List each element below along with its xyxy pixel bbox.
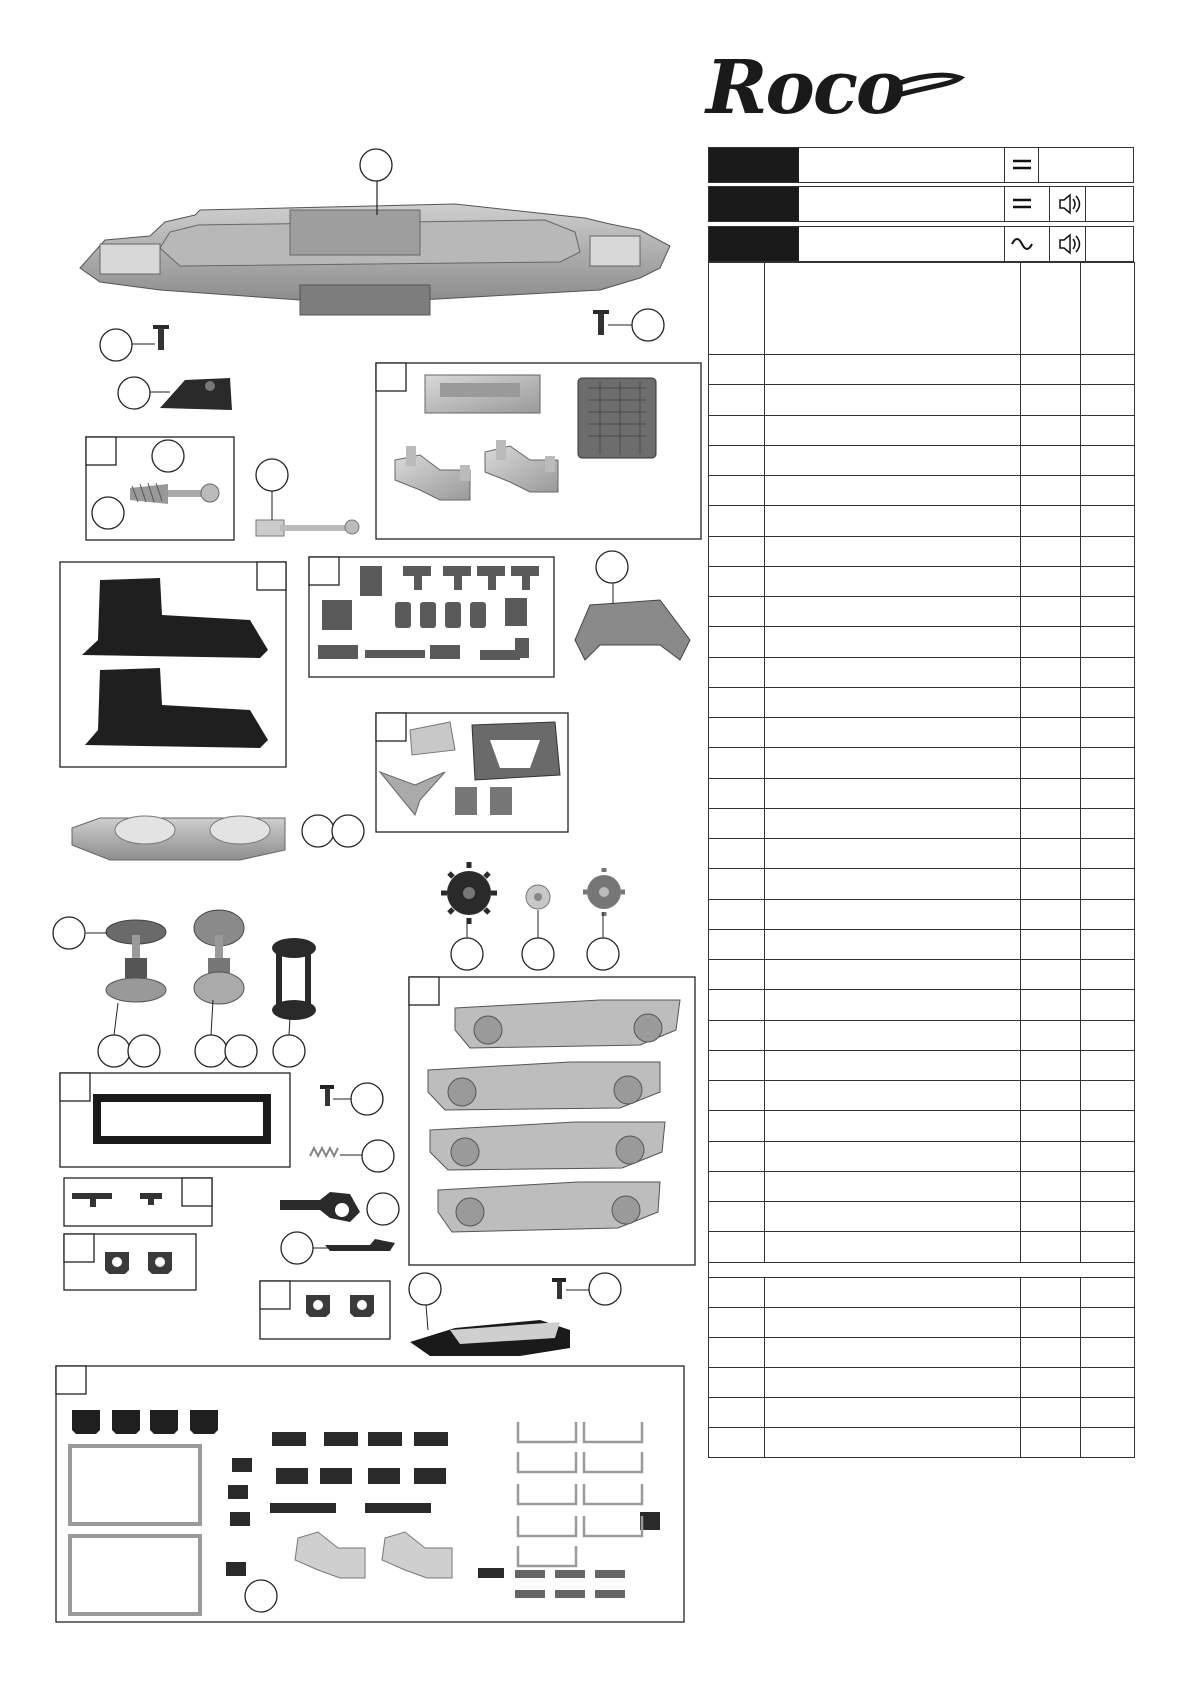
table-cell: [765, 385, 1021, 415]
table-cell: [765, 1171, 1021, 1201]
table-cell: [1021, 1428, 1081, 1458]
table-cell: [765, 990, 1021, 1020]
logo-swash: [706, 45, 966, 131]
table-cell: [709, 687, 765, 717]
table-row: [709, 385, 1135, 415]
table-cell: [709, 839, 765, 869]
table-cell: [709, 536, 765, 566]
small-parts-set: [318, 566, 539, 660]
chassis-frame: [80, 204, 670, 315]
bogie-sideframes: [428, 1000, 680, 1232]
table-cell: [765, 778, 1021, 808]
dc-symbol-icon: [1004, 187, 1038, 221]
table-cell: [765, 476, 1021, 506]
table-cell: [1021, 869, 1081, 899]
accessory-sprues: [70, 1410, 660, 1614]
decoder-housing: [578, 378, 656, 458]
wheelset-1: [106, 920, 166, 1002]
table-row: [709, 990, 1135, 1020]
table-row: [709, 687, 1135, 717]
table-cell: [1081, 778, 1135, 808]
gear-large: [441, 862, 497, 924]
table-cell: [765, 597, 1021, 627]
table-cell: [1021, 1141, 1081, 1171]
parts-list-table: [708, 262, 1135, 355]
table-cell: [765, 536, 1021, 566]
table-cell: [1081, 990, 1135, 1020]
close-coupler: [325, 1239, 395, 1251]
table-cell: [1021, 1278, 1081, 1308]
table-row: [709, 839, 1135, 869]
table-cell: [709, 355, 765, 385]
table-row: [709, 1398, 1135, 1428]
table-cell: [1081, 627, 1135, 657]
speaker-icon: [1049, 187, 1085, 221]
table-cell: [765, 718, 1021, 748]
ballast-block: [160, 378, 232, 410]
table-cell: [709, 1278, 765, 1308]
table-cell: [709, 627, 765, 657]
table-cell: [1021, 476, 1081, 506]
table-cell: [1021, 1050, 1081, 1080]
table-cell: [1081, 1232, 1135, 1262]
table-row: [709, 627, 1135, 657]
table-cell: [1021, 1308, 1081, 1338]
table-cell: [1021, 1202, 1081, 1232]
table-row: [709, 1202, 1135, 1232]
table-row: [709, 1081, 1135, 1111]
table-cell: [1081, 808, 1135, 838]
table-cell: [1081, 929, 1135, 959]
worm-shaft: [130, 483, 219, 504]
variant-number-cell: [709, 148, 799, 182]
table-row: [709, 1141, 1135, 1171]
table-cell: [1021, 415, 1081, 445]
table-row: [709, 1308, 1135, 1338]
table-cell: [1081, 748, 1135, 778]
light-guides: [72, 1193, 162, 1207]
table-row: [709, 929, 1135, 959]
snowplough: [410, 1320, 570, 1356]
coupler-pockets-a: [105, 1252, 172, 1274]
table-cell: [1081, 1111, 1135, 1141]
table-cell: [1021, 506, 1081, 536]
table-cell: [1021, 899, 1081, 929]
table-row: [709, 445, 1135, 475]
parts-list-separator: [708, 1262, 1135, 1278]
table-row: [709, 748, 1135, 778]
table-cell: [709, 990, 765, 1020]
variant-number-cell: [709, 187, 799, 221]
table-cell: [709, 1020, 765, 1050]
table-cell: [709, 1308, 765, 1338]
table-cell: [1081, 1081, 1135, 1111]
table-cell: [765, 1308, 1021, 1338]
table-cell: [1021, 839, 1081, 869]
table-cell: [1021, 808, 1081, 838]
table-cell: [765, 566, 1021, 596]
table-cell: [765, 657, 1021, 687]
table-row: [709, 1338, 1135, 1368]
table-cell: [765, 1081, 1021, 1111]
table-row: [709, 960, 1135, 990]
glazing-frame: [97, 1098, 267, 1140]
table-cell: [765, 1368, 1021, 1398]
table-cell: [1021, 990, 1081, 1020]
table-cell: [765, 1111, 1021, 1141]
spring: [310, 1148, 338, 1156]
table-cell: [1081, 536, 1135, 566]
table-cell: [765, 748, 1021, 778]
table-cell: [1021, 1111, 1081, 1141]
variant-row-dc-sound: [708, 186, 1134, 222]
table-cell: [1081, 687, 1135, 717]
dc-symbol-icon: [1004, 148, 1038, 182]
table-cell: [765, 1232, 1021, 1262]
callout-frame: [360, 149, 392, 181]
bogie-parts: [380, 722, 560, 815]
table-cell: [1081, 1368, 1135, 1398]
table-cell: [1021, 1338, 1081, 1368]
table-cell: [1081, 385, 1135, 415]
table-row: [709, 778, 1135, 808]
table-cell: [1081, 1171, 1135, 1201]
table-row: [709, 355, 1135, 385]
table-cell: [709, 808, 765, 838]
table-cell: [709, 1171, 765, 1201]
table-cell: [1081, 869, 1135, 899]
table-row: [709, 415, 1135, 445]
table-row: [709, 597, 1135, 627]
table-cell: [1021, 1081, 1081, 1111]
table-cell: [709, 385, 765, 415]
table-cell: [765, 355, 1021, 385]
table-cell: [1081, 1202, 1135, 1232]
variant-row-dc: [708, 147, 1134, 183]
table-cell: [1021, 597, 1081, 627]
table-cell: [709, 778, 765, 808]
table-cell: [1081, 899, 1135, 929]
table-cell: [1021, 536, 1081, 566]
table-row: [709, 657, 1135, 687]
table-row: [709, 718, 1135, 748]
table-cell: [1021, 385, 1081, 415]
speaker-icon: [1049, 227, 1085, 261]
table-row: [709, 808, 1135, 838]
table-cell: [765, 627, 1021, 657]
gear-small: [526, 885, 550, 909]
table-cell: [1081, 1141, 1135, 1171]
table-cell: [765, 415, 1021, 445]
table-cell: [1021, 355, 1081, 385]
cardan-shaft: [256, 520, 359, 536]
table-cell: [765, 1278, 1021, 1308]
variant-row-ac-sound: [708, 226, 1134, 262]
table-cell: [765, 445, 1021, 475]
table-cell: [765, 929, 1021, 959]
table-cell: [1021, 1171, 1081, 1201]
screw-left: [153, 325, 169, 350]
table-cell: [1081, 718, 1135, 748]
table-cell: [765, 1428, 1021, 1458]
table-row: [709, 899, 1135, 929]
table-cell: [1021, 778, 1081, 808]
table-cell: [1081, 415, 1135, 445]
table-cell: [765, 1141, 1021, 1171]
table-cell: [1081, 657, 1135, 687]
coupler-housing: [425, 375, 540, 413]
table-cell: [709, 869, 765, 899]
brand-logo-text: Roco: [706, 45, 904, 131]
table-cell: [765, 899, 1021, 929]
table-row: [709, 506, 1135, 536]
table-cell: [709, 1111, 765, 1141]
coupler-pockets-b: [306, 1295, 374, 1317]
table-cell: [1081, 355, 1135, 385]
table-cell: [765, 960, 1021, 990]
table-row: [709, 476, 1135, 506]
table-cell: [709, 718, 765, 748]
table-cell: [1081, 1020, 1135, 1050]
table-cell: [1021, 1020, 1081, 1050]
table-cell: [1081, 506, 1135, 536]
table-cell: [709, 1141, 765, 1171]
table-cell: [765, 869, 1021, 899]
table-cell: [1081, 597, 1135, 627]
table-cell: [709, 1202, 765, 1232]
table-cell: [1021, 627, 1081, 657]
table-row: [709, 1111, 1135, 1141]
table-cell: [1081, 1278, 1135, 1308]
ac-symbol-icon: [1004, 227, 1038, 261]
table-cell: [765, 839, 1021, 869]
table-row: [709, 869, 1135, 899]
wheelset-2: [194, 910, 244, 1004]
table-cell: [1021, 1368, 1081, 1398]
table-cell: [765, 1050, 1021, 1080]
table-cell: [1081, 839, 1135, 869]
table-cell: [1081, 960, 1135, 990]
table-cell: [709, 476, 765, 506]
table-cell: [709, 445, 765, 475]
table-cell: [765, 1202, 1021, 1232]
table-cell: [765, 1338, 1021, 1368]
bumper-bracket: [575, 600, 690, 660]
gear-medium: [583, 868, 625, 916]
table-cell: [765, 808, 1021, 838]
table-row: [709, 536, 1135, 566]
table-cell: [1021, 718, 1081, 748]
table-cell: [1081, 445, 1135, 475]
table-row: [709, 1428, 1135, 1458]
table-cell: [1081, 566, 1135, 596]
table-cell: [709, 597, 765, 627]
table-cell: [1021, 687, 1081, 717]
table-cell: [765, 687, 1021, 717]
table-cell: [709, 1398, 765, 1428]
table-cell: [709, 506, 765, 536]
table-cell: [1021, 748, 1081, 778]
table-cell: [709, 748, 765, 778]
table-cell: [709, 899, 765, 929]
table-cell: [1081, 1050, 1135, 1080]
table-row: [709, 1278, 1135, 1308]
table-row: [709, 1232, 1135, 1262]
table-cell: [765, 1020, 1021, 1050]
table-cell: [765, 1398, 1021, 1428]
table-cell: [1021, 445, 1081, 475]
table-row: [709, 566, 1135, 596]
table-row: [709, 1050, 1135, 1080]
table-cell: [1021, 657, 1081, 687]
table-cell: [1021, 960, 1081, 990]
table-cell: [1021, 929, 1081, 959]
table-row: [709, 1171, 1135, 1201]
table-cell: [1081, 1428, 1135, 1458]
wheelset-3: [272, 938, 316, 1020]
screw-pilot: [552, 1278, 566, 1299]
table-cell: [1021, 1232, 1081, 1262]
table-header-row: [709, 263, 1135, 355]
table-cell: [709, 1428, 765, 1458]
table-cell: [1081, 476, 1135, 506]
table-cell: [709, 566, 765, 596]
table-cell: [709, 1338, 765, 1368]
table-cell: [1021, 566, 1081, 596]
table-cell: [709, 1232, 765, 1262]
table-cell: [709, 1368, 765, 1398]
coupler-hook: [280, 1192, 360, 1222]
variant-number-cell: [709, 227, 799, 261]
gearbox-plate: [72, 816, 285, 860]
table-cell: [765, 506, 1021, 536]
table-row: [709, 1368, 1135, 1398]
table-cell: [1081, 1398, 1135, 1428]
spare-parts-rows: [708, 1277, 1135, 1458]
table-cell: [709, 960, 765, 990]
screw-small: [320, 1085, 334, 1106]
table-cell: [709, 1081, 765, 1111]
table-cell: [709, 415, 765, 445]
parts-list-rows: [708, 354, 1135, 1263]
screw-right: [593, 310, 609, 335]
table-cell: [1081, 1308, 1135, 1338]
table-cell: [709, 929, 765, 959]
pilot-pieces: [395, 440, 558, 500]
chassis-weight: [82, 578, 268, 748]
table-row: [709, 1020, 1135, 1050]
table-cell: [1021, 1398, 1081, 1428]
table-cell: [1081, 1338, 1135, 1368]
roco-logo: [706, 45, 966, 131]
table-cell: [709, 657, 765, 687]
table-cell: [709, 1050, 765, 1080]
